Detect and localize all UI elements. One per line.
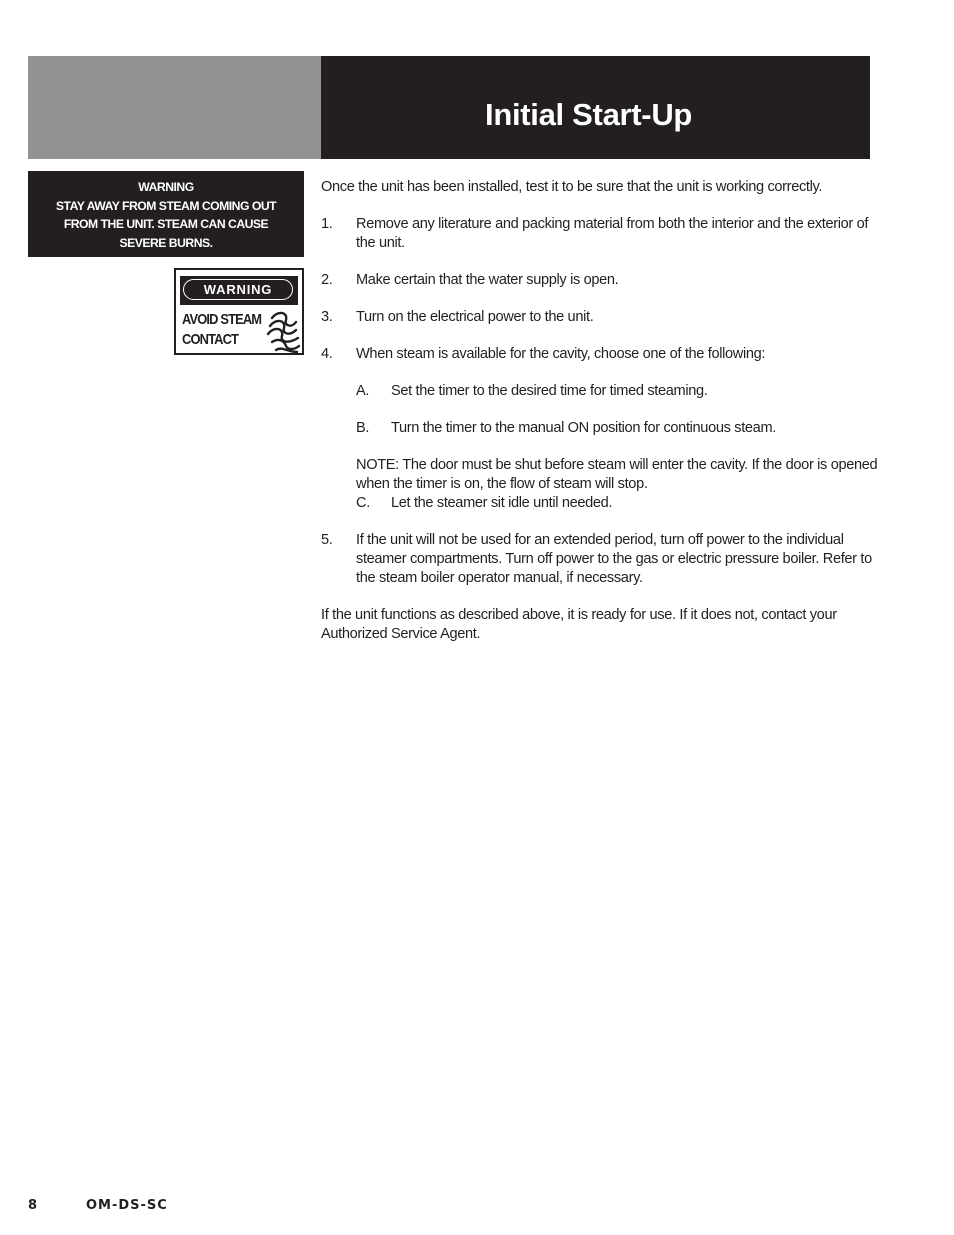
list-number: 3. [321, 309, 333, 325]
warning-heading: WARNING [138, 180, 194, 194]
list-number: 2. [321, 272, 333, 288]
sub-list-letter: B. [356, 420, 370, 436]
sub-list-text: Set the timer to the desired time for timed steaming. [391, 383, 708, 399]
header-gray-block [28, 56, 321, 159]
intro-paragraph: Once the unit has been installed, test it to be sure that the unit is working correctly. [321, 179, 823, 195]
warning-line: FROM THE UNIT. STEAM CAN CAUSE [63, 217, 269, 232]
document-code: OM-DS-SC [86, 1198, 168, 1213]
sub-list-text: Let the steamer sit idle until needed. [391, 495, 613, 511]
list-item [321, 345, 881, 364]
sub-list-letter: C. [356, 495, 370, 511]
list-item [321, 215, 881, 253]
list-text: Make certain that the water supply is open. [356, 272, 619, 288]
page-number: 8 [28, 1198, 38, 1213]
list-text: Remove any literature and packing material from both the interior and the exterior of the unit. [356, 216, 869, 251]
list-item [321, 308, 881, 327]
header-bar [321, 56, 870, 159]
page-title: Initial Start-Up [485, 97, 693, 132]
decal-line: CONTACT [182, 331, 239, 348]
sub-list-item [321, 382, 881, 401]
list-number: 1. [321, 216, 333, 232]
list-number: 4. [321, 346, 333, 362]
warning-decal [174, 268, 304, 355]
sub-list-text: Turn the timer to the manual ON position for continuous steam. [391, 420, 776, 436]
list-item [321, 531, 881, 588]
instructions [321, 178, 881, 644]
warning-box [28, 171, 304, 257]
list-text: If the unit will not be used for an extended period, turn off power to the individual steamer compartments. Turn off power to the gas or electric pressure boiler. Refer to the steam boiler operator manual, if necessary. [356, 532, 872, 586]
list-item [321, 271, 881, 290]
sub-list-letter: A. [356, 383, 370, 399]
decal-banner-label: WARNING [183, 279, 293, 300]
closing-paragraph: If the unit functions as described above, it is ready for use. If it does not, contact your Authorized Service Agent. [321, 607, 837, 642]
decal-banner [180, 276, 298, 305]
sub-list-item [321, 419, 881, 438]
decal-text [182, 310, 261, 350]
list-number: 5. [321, 532, 333, 548]
sub-list-item [321, 494, 881, 513]
list-text: When steam is available for the cavity, choose one of the following: [356, 346, 766, 362]
warning-line: SEVERE BURNS. [119, 235, 213, 250]
warning-line: STAY AWAY FROM STEAM COMING OUT [55, 198, 277, 213]
steam-hand-icon [266, 308, 302, 354]
decal-line: AVOID STEAM [182, 311, 262, 328]
list-text: Turn on the electrical power to the unit. [356, 309, 594, 325]
note-paragraph: NOTE: The door must be shut before steam will enter the cavity. If the door is opened when the timer is on, the flow of steam will stop. [356, 457, 878, 492]
